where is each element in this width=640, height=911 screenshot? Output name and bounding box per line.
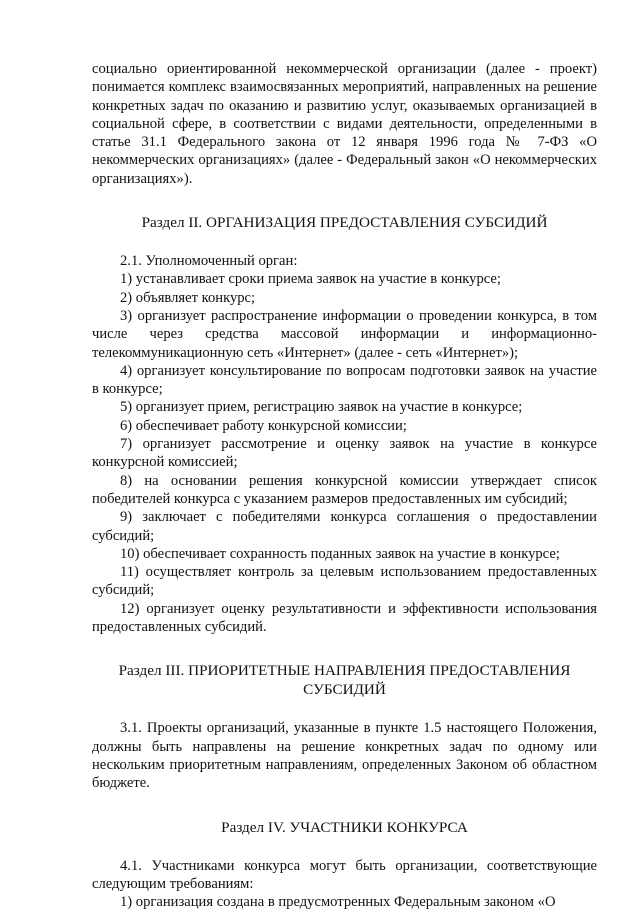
list-item-9: 9) заключает с победителями конкурса соглашения о предоставлении субсидий; (92, 509, 597, 544)
list-item-2: 2) объявляет конкурс; (120, 289, 256, 306)
section-4-item-1: 1) организация создана в предусмотренных Федеральным законом «О (120, 894, 556, 911)
list-item-3: 3) организует распространение информации о проведении конкурса, в том числе через средства массовой информации и информационно-телекоммуникационную сеть «Интернет» (далее - сеть «Интернет»); (92, 307, 597, 361)
list-item-10: 10) обеспечивает сохранность поданных заявок на участие в конкурсе; (120, 545, 560, 562)
section-3-paragraph: 3.1. Проекты организаций, указанные в пункте 1.5 настоящего Положения, должны быть направлены на решение конкретных задач по одному или нескольким приоритетным направлениям, определенных Законом об областном бюджете. (92, 720, 597, 792)
list-item-6: 6) обеспечивает работу конкурсной комиссии; (120, 417, 407, 434)
section-4-heading: Раздел IV. УЧАСТНИКИ КОНКУРСА (221, 818, 468, 836)
list-item-11: 11) осуществляет контроль за целевым использованием предоставленных субсидий; (92, 564, 597, 599)
list-item-1: 1) устанавливает сроки приема заявок на участие в конкурсе; (120, 271, 501, 288)
section-2-heading: Раздел II. ОРГАНИЗАЦИЯ ПРЕДОСТАВЛЕНИЯ СУБСИДИЙ (141, 214, 548, 232)
list-item-4: 4) организует консультирование по вопросам подготовки заявок на участие в конкурсе; (92, 362, 597, 398)
list-item-5: 5) организует прием, регистрацию заявок на участие в конкурсе; (120, 399, 523, 416)
section-2-lead: 2.1. Уполномоченный орган: (120, 253, 298, 270)
section-3-heading: Раздел III. ПРИОРИТЕТНЫЕ НАПРАВЛЕНИЯ ПРЕДОСТАВЛЕНИЯ СУБСИДИЙ (118, 662, 571, 699)
list-item-12: 12) организует оценку результативности и эффективности использования предоставленных субсидий. (92, 600, 597, 636)
intro-paragraph: социально ориентированной некоммерческой организации (далее - проект) понимается комплекс взаимосвязанных мероприятий, направленных на решение конкретных задач по оказанию и развитию услуг, оказываемых организацией в социальной сфере, в соответствии с видами деятельности, определенными в статье 31.1 Федерального закона от 12 января 1996 года № 7-ФЗ «О некоммерческих организациях» (далее - Федеральный закон «О некоммерческих организациях»). (92, 61, 597, 187)
list-item-8: 8) на основании решения конкурсной комиссии утверждает список победителей конкурса с указанием размеров предоставленных им субсидий; (92, 472, 597, 507)
document-page (92, 60, 597, 911)
section-4-lead: 4.1. Участниками конкурса могут быть организации, соответствующие следующим требованиям: (92, 857, 597, 892)
list-item-7: 7) организует рассмотрение и оценку заявок на участие в конкурсе конкурсной комиссией; (92, 436, 597, 471)
